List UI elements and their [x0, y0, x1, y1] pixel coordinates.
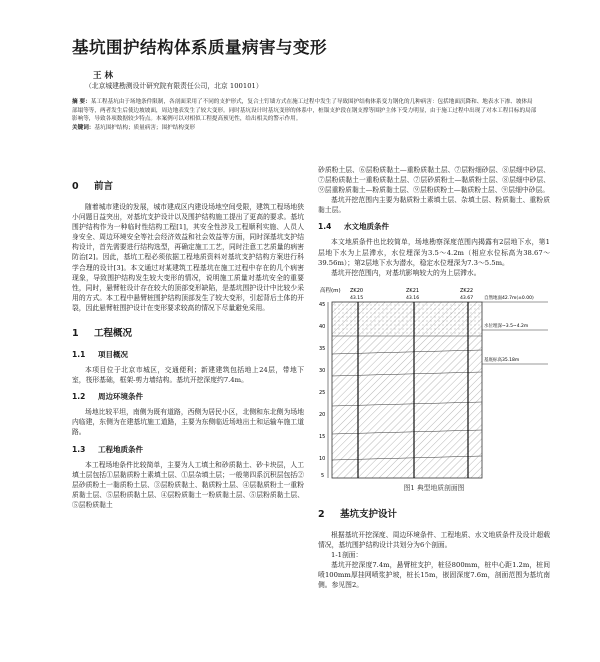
borehole-id: ZK22: [460, 287, 474, 294]
elevation-tick-label: 35: [319, 345, 326, 352]
body-paragraph: 基坑开挖范围内主要为黏质粉土素填土层、杂填土层、粉质黏土、重粉质黏土层。: [318, 196, 550, 215]
elevation-tick-label: 15: [319, 433, 326, 440]
body-paragraph: 基坑开挖范围内，对基坑影响较大的为上层滞水。: [331, 268, 481, 277]
body-paragraph: 本文地质条件也比较简单，场地勘察深度范围内揭露有2层地下水，第1层地下水为上层滞水，水位埋深为3.5～4.2m（相应水位标高为38.67～39.56m）；第2层地下水为潜水，稳定水位埋深为7.3～5.5m。: [318, 238, 550, 267]
body-paragraph: 1-1剖面：: [331, 551, 363, 560]
body-paragraph: 随着城市建设的发展，城市建成区内建设场地空间受限，建筑工程场地狭小问题日益突出，对基坑支护设计以及围护结构施工提出了更高的要求。基坑围护结构作为一种临时性结构工程[1]，其安全性涉及工程顺利实施、人员人身安全、周边环境安全等社会经济效益和社会效益等方面，同时深基坑支护结构设计，首先需要进行结构选型，再确定施工工艺，同时注意工艺质量的病害防治[2]。因此，基坑工程必须依据工程地质资料对基坑支护结构方案进行科学合理的设计[3]。本文通过对某建筑工程基坑在施工过程中存在的几个病害现象，导致围护结构发生较大变形的情况，说明施工质量对基坑安全的重要性，同时，悬臂桩设计存在较大的顶部变形缺陷，是基坑围护设计中比较少采用的方式。本工程中悬臂桩围护结构顶部发生了较大变形，引起背后土体的开裂，因此悬臂桩围护设计在变形要求较高的情况下尽量避免采用。: [72, 203, 304, 312]
elevation-tick-label: 10: [319, 455, 326, 462]
geologic-profile-drawing: [318, 284, 550, 480]
affiliation: （北京城建勘测设计研究院有限责任公司，北京 100101）: [85, 82, 263, 90]
elevation-tick-label: 40: [319, 323, 326, 330]
subsection-heading: 1.1 项目概况: [72, 350, 128, 360]
surface-label: 自然地面42.7m(±0.00): [484, 295, 534, 301]
elevation-tick-label: 25: [319, 389, 326, 396]
subsection-heading: 1.4 水文地质条件: [318, 222, 389, 232]
borehole-surface-elevation: 43.16: [406, 295, 420, 301]
abstract-block: [72, 98, 537, 132]
subsection-heading: 1.2 周边环境条件: [72, 392, 143, 402]
section-heading: 2 基坑支护设计: [318, 508, 398, 520]
paper-title: 基坑围护结构体系质量病害与变形: [72, 38, 327, 57]
subsection-heading: 1.3 工程地质条件: [72, 444, 143, 454]
borehole-id: ZK20: [350, 287, 364, 294]
body-paragraph: 砂质粉土层、⑥层粉质黏土—重粉质黏土层、⑦层粉细砂层、⑧层细中砂层、⑦层粉质黏土一重粉质黏土层、⑦层砂质粉土—黏质粉土层、⑧层细中砂层、⑨层重粉质黏土—粉质黏土层、⑨层粉质粉土—黏质粉土层、⑨层细中砂层。: [318, 166, 550, 195]
fill-layer: [332, 302, 482, 336]
keywords-text: 基坑围护结构；质量病害；围护结构变形: [94, 124, 196, 131]
water-level-label: 水位埋深~3.5~4.2m: [484, 323, 529, 329]
borehole-id: ZK21: [406, 287, 420, 294]
body-paragraph: 场地比较平坦，南侧为既有道路，西侧为居民小区，北侧和东北侧为场地内临建，东侧为在建基坑施工道路，主要为东侧临近场地出土和运输车施工道路。: [72, 408, 304, 437]
borehole-surface-elevation: 43.15: [350, 295, 364, 301]
elevation-tick-label: 5: [321, 472, 325, 479]
excavation-base-label: 基底标高35.18m: [484, 357, 520, 363]
right-column: [318, 165, 550, 590]
keywords-label: 关键词：: [72, 124, 95, 131]
body-paragraph: 本工程场地条件比较简单，主要为人工填土和砂质黏土、砂卡块层，人工填土层包括①层黏质粉土素填土层、①层杂填土层；一般第四系沉积层包括②层砂质粉土一黏质粉土层、③层粉质黏土、黏质粉土层、④层黏质粉土一重粉质黏土层、⑤层粉质黏土层、④层粉质黏土一粉质黏土层、⑤层粉质黏土层、⑤层粉质黏土: [72, 460, 304, 509]
elevation-tick-label: 20: [319, 411, 326, 418]
elevation-axis-label: 高程(m): [320, 287, 341, 294]
section-heading: 1 工程概况: [72, 328, 133, 340]
body-paragraph: 本项目位于北京市城区，交通便利；新建建筑包括地上24层，带地下室，筏形基础，框架-剪力墙结构。基坑开挖深度约7.4m。: [72, 366, 304, 385]
author: 王 林: [93, 71, 113, 81]
figure-caption: 图1 典型地质剖面图: [403, 483, 465, 492]
elevation-tick-label: 30: [319, 367, 326, 374]
geologic-profile-figure: [318, 284, 550, 492]
section-heading: 0 前言: [72, 181, 114, 192]
abstract-text: 某工程基坑由于场地条件限制，各剖面采用了不同的支护形式，复合土钉墙方式在施工过程中发生了导致围护结构体系变力钢化的几种病害：包括地面沉降和、地表水下渗、坡体局部塌等等，两者发生后使边坡坡面，周边地表发生了较大变形。同时基坑设计时基坑变形的体系中，桩锚支护段在钢支撑等围护主体下受力明显，由于施工过程中出现了对本工程目标的局部影响等，导致各项数据较少特点。本案例可以对相似工程提高预见性，给出相关的警示作用。: [72, 99, 537, 123]
body-paragraph: 基坑开挖深度7.4m，悬臂桩支护，桩径800mm，桩中心距1.2m，桩间喷100mm厚挂网喷浆护坡，桩长15m，嵌固深度7.6m，剖面范围为基坑南侧。参见图2。: [318, 561, 550, 590]
abstract-label: 摘 要：: [72, 99, 91, 105]
body-paragraph: 根据基坑开挖深度、周边环境条件、工程地质、水文地质条件及设计超载情况，基坑围护结构设计共划分为6个剖面。: [318, 530, 550, 549]
borehole-surface-elevation: 43.67: [460, 295, 474, 301]
left-column: [72, 172, 304, 510]
elevation-tick-label: 45: [319, 301, 326, 308]
